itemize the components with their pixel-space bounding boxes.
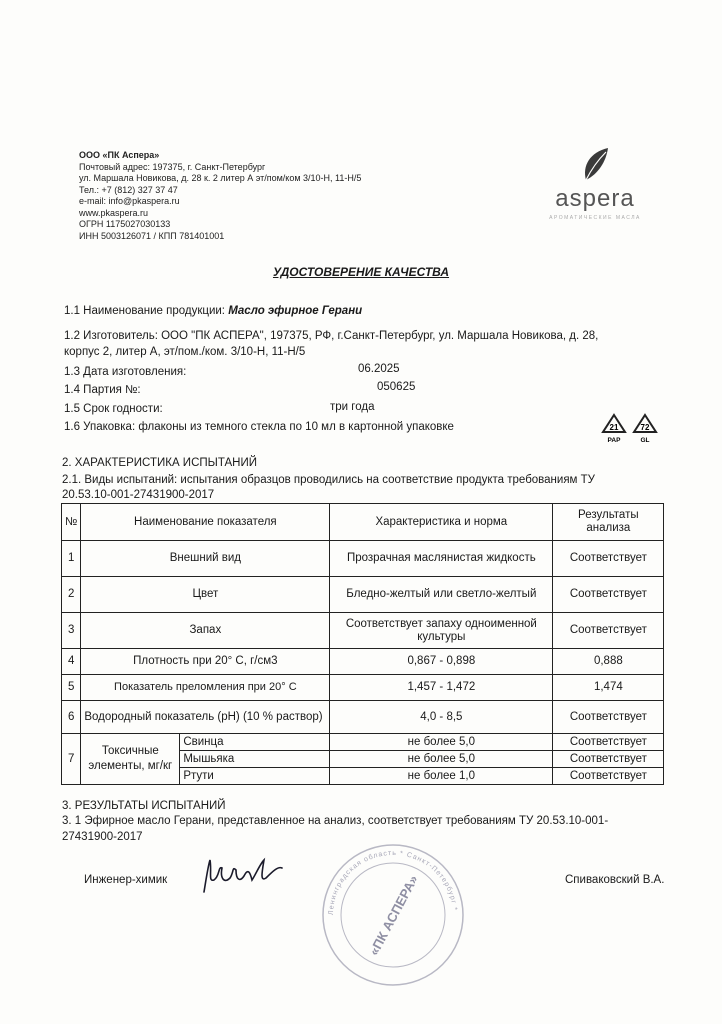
recycle-pap-icon <box>603 415 625 444</box>
row-name: Плотность при 20° С, г/см3 <box>81 649 330 675</box>
field-date-label: 1.3 Дата изготовления: <box>64 366 187 378</box>
section2-line1: 2.1. Виды испытаний: испытания образцов проводились на соответствие продукта требованиям ТУ <box>62 474 595 486</box>
field-batch-value: 050625 <box>377 381 416 393</box>
recycle-left-num: 21 <box>609 423 619 432</box>
row-name: Показатель преломления при 20° С <box>81 675 330 701</box>
company-stamp <box>318 840 468 990</box>
row-num: 4 <box>62 649 81 675</box>
row-result: Соответствует <box>553 613 664 649</box>
row-norm: 0,867 - 0,898 <box>330 649 553 675</box>
table-row <box>62 613 664 649</box>
row-num: 7 <box>62 734 81 785</box>
company-street: ул. Маршала Новикова, д. 28 к. 2 литер А эт/пом/ком 3/10-Н, 11-Н/5 <box>79 173 362 183</box>
toxic-item-name: Свинца <box>180 734 330 751</box>
recycle-gl-icon <box>634 415 656 444</box>
signer-name: Спиваковский В.А. <box>565 874 665 886</box>
field-product <box>64 305 362 317</box>
table-row <box>62 701 664 734</box>
leaf-icon <box>585 148 608 180</box>
document-title: УДОСТОВЕРЕНИЕ КАЧЕСТВА <box>272 265 450 279</box>
recycling-symbols <box>600 412 660 446</box>
row-num: 1 <box>62 541 81 577</box>
logo-tagline: АРОМАТИЧЕСКИЕ МАСЛА <box>549 215 641 221</box>
header-result: Результаты анализа <box>553 504 664 541</box>
company-phone: Тел.: +7 (812) 327 37 47 <box>79 184 178 195</box>
row-result: Соответствует <box>553 541 664 577</box>
row-norm: 1,457 - 1,472 <box>330 675 553 701</box>
toxic-item-result: Соответствует <box>553 734 664 751</box>
table-row <box>62 649 664 675</box>
row-name: Водородный показатель (pH) (10 % раствор) <box>81 701 330 734</box>
row-name: Внешний вид <box>81 541 330 577</box>
toxic-item-name: Ртути <box>180 768 330 785</box>
row-norm: Бледно-желтый или светло-желтый <box>330 577 553 613</box>
field-product-label: 1.1 Наименование продукции: <box>64 305 225 317</box>
row-num: 5 <box>62 675 81 701</box>
section3-line1: 3. 1 Эфирное масло Герани, представленное на анализ, соответствует требованиям ТУ 20.53.10-001- <box>62 815 609 827</box>
field-shelf-life-value: три года <box>330 401 375 413</box>
row-result: Соответствует <box>553 577 664 613</box>
row-name: Запах <box>81 613 330 649</box>
section3-line2: 27431900-2017 <box>62 831 143 843</box>
aspera-logo <box>530 140 660 230</box>
field-packaging: 1.6 Упаковка: флаконы из темного стекла по 10 мл в картонной упаковке <box>64 421 454 433</box>
toxic-item-norm: не более 1,0 <box>330 768 553 785</box>
toxic-item-norm: не более 5,0 <box>330 751 553 768</box>
company-inn: ИНН 5003126071 / КПП 781401001 <box>79 230 225 241</box>
recycle-left-code: PAP <box>607 437 621 444</box>
field-batch-label: 1.4 Партия №: <box>64 384 141 396</box>
signer-role: Инженер-химик <box>84 874 168 886</box>
table-row <box>62 577 664 613</box>
row-result: 0,888 <box>553 649 664 675</box>
table-row <box>62 675 664 701</box>
row-result: Соответствует <box>553 701 664 734</box>
section3-heading: 3. РЕЗУЛЬТАТЫ ИСПЫТАНИЙ <box>62 800 226 812</box>
logo-wordmark: aspera <box>555 185 635 212</box>
header-norm: Характеристика и норма <box>330 504 553 541</box>
recycle-right-num: 72 <box>640 423 650 432</box>
field-product-value: Масло эфирное Герани <box>228 305 363 317</box>
company-header <box>79 150 361 242</box>
row-num: 6 <box>62 701 81 734</box>
handwritten-signature <box>196 852 306 897</box>
field-shelf-life-label: 1.5 Срок годности: <box>64 403 163 415</box>
toxic-item-result: Соответствует <box>553 751 664 768</box>
company-name: ООО «ПК Аспера» <box>79 150 160 160</box>
row-num: 2 <box>62 577 81 613</box>
company-email: e-mail: info@pkaspera.ru <box>79 196 180 206</box>
row-norm: Прозрачная маслянистая жидкость <box>330 541 553 577</box>
table-row <box>62 541 664 577</box>
row-norm: Соответствует запаху одноименной культуры <box>330 613 553 649</box>
toxic-item-norm: не более 5,0 <box>330 734 553 751</box>
section2-line2: 20.53.10-001-27431900-2017 <box>62 489 215 501</box>
company-ogrn: ОГРН 1175027030133 <box>79 219 171 229</box>
row-norm: 4,0 - 8,5 <box>330 701 553 734</box>
stamp-ring-text: Ленинградская область * Санкт-Петербург * <box>327 849 458 916</box>
header-num: № <box>62 504 81 541</box>
field-manufacturer-line1: 1.2 Изготовитель: ООО "ПК АСПЕРА", 197375, РФ, г.Санкт-Петербург, ул. Маршала Новикова, д. 28, <box>64 330 599 342</box>
stamp-center-text: «ПК АСПЕРА» <box>365 872 421 958</box>
company-postal: Почтовый адрес: 197375, г. Санкт-Петербург <box>79 161 266 172</box>
row-result: 1,474 <box>553 675 664 701</box>
field-manufacturer-line2: корпус 2, литер А, эт/пом./ком. 3/10-Н, 11-Н/5 <box>64 346 306 358</box>
table-header-row <box>62 504 664 541</box>
test-results-table <box>61 503 664 785</box>
row-name: Цвет <box>81 577 330 613</box>
recycle-right-code: GL <box>640 437 650 444</box>
header-indicator: Наименование показателя <box>81 504 330 541</box>
toxic-item-result: Соответствует <box>553 768 664 785</box>
section2-heading: 2. ХАРАКТЕРИСТИКА ИСПЫТАНИЙ <box>62 457 257 469</box>
toxic-label: Токсичные элементы, мг/кг <box>81 734 180 785</box>
table-row <box>62 734 664 751</box>
company-web: www.pkaspera.ru <box>79 207 149 218</box>
toxic-item-name: Мышьяка <box>180 751 330 768</box>
row-num: 3 <box>62 613 81 649</box>
field-date-value: 06.2025 <box>358 363 400 375</box>
